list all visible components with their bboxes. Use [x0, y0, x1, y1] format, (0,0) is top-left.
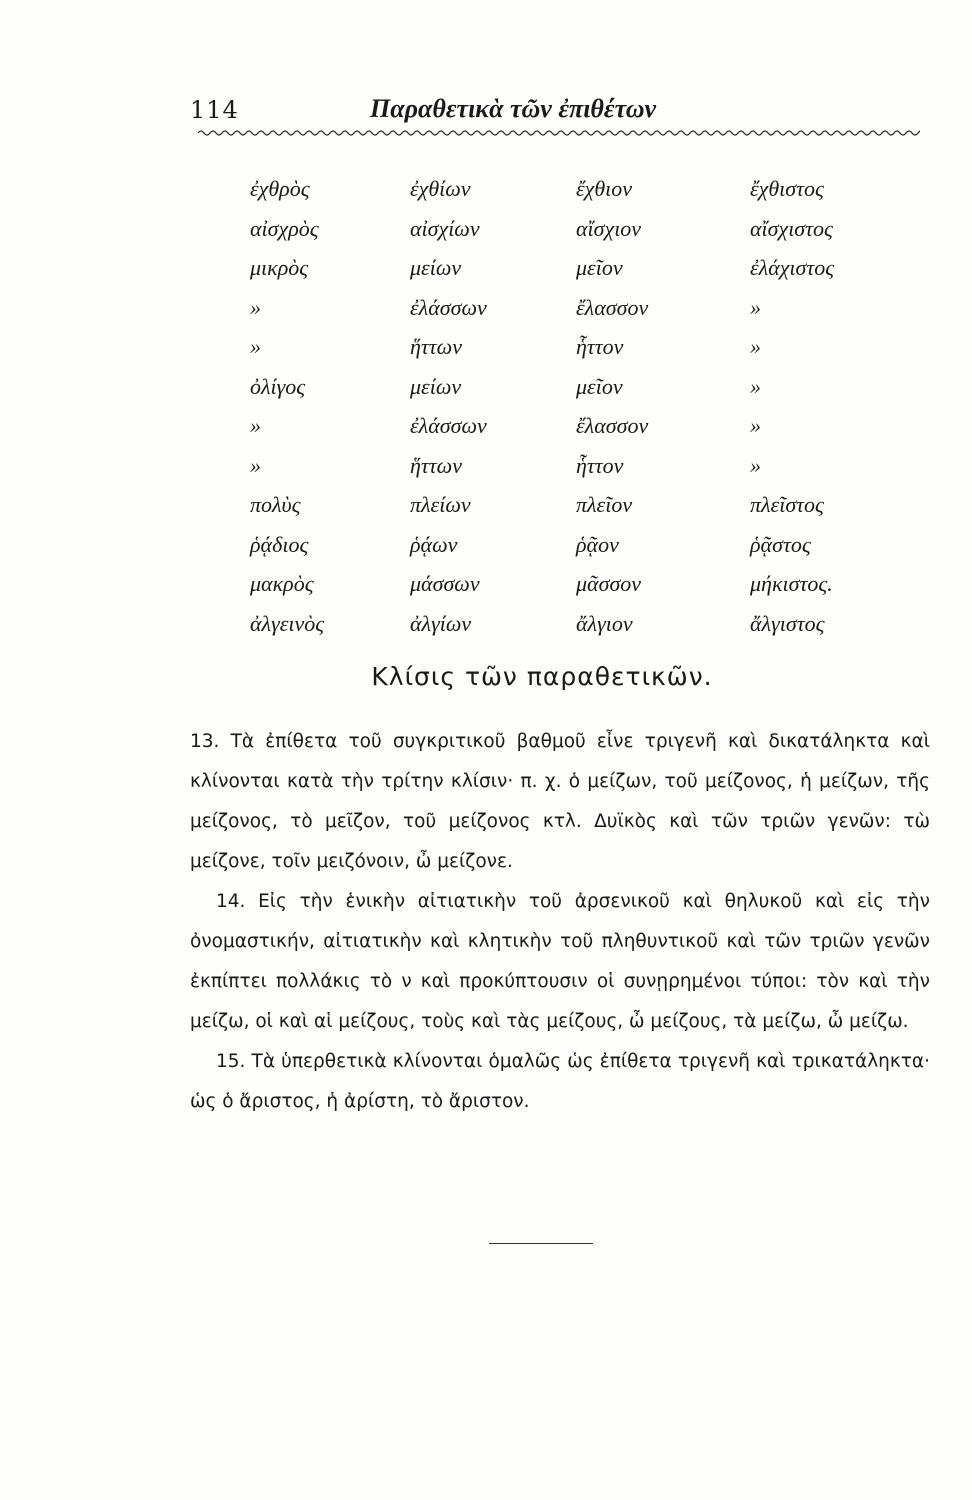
cell-comparative-masc: πλείων — [410, 492, 471, 517]
cell-comparative-neut: ἔλασσον — [576, 413, 649, 438]
cell-positive: μακρὸς — [250, 571, 314, 596]
cell-comparative-neut: ἔλασσον — [576, 294, 649, 320]
cell-superlative: ῥᾷστος — [750, 531, 811, 557]
cell-comparative-neut: πλεῖον — [576, 492, 633, 517]
cell-comparative-masc: ῥᾴων — [410, 531, 458, 557]
cell-comparative-neut: μεῖον — [576, 373, 623, 399]
cell-comparative-masc: μείων — [410, 255, 462, 280]
table-row — [250, 532, 910, 572]
table-row — [250, 453, 910, 493]
table-row — [250, 611, 910, 651]
cell-comparative-masc: ἥττων — [410, 452, 462, 478]
table-row — [250, 334, 910, 374]
table-row — [250, 413, 910, 453]
wavy-rule-divider — [198, 126, 920, 140]
cell-comparative-masc: ἐλάσσων — [410, 294, 487, 320]
cell-superlative: μήκιστος. — [750, 571, 833, 596]
cell-comparative-masc: ἐχθίων — [410, 176, 471, 201]
cell-positive: πολὺς — [250, 492, 301, 517]
cell-positive: ῥᾴδιος — [250, 531, 309, 557]
cell-comparative-masc: ἥττων — [410, 334, 462, 359]
comparison-forms-table — [250, 176, 910, 650]
section-heading: Κλίσις τῶν παραθετικῶν. — [371, 662, 713, 691]
cell-superlative: » — [750, 294, 761, 320]
cell-positive: ὀλίγος — [250, 373, 306, 399]
cell-positive: » — [250, 334, 261, 359]
cell-positive: » — [250, 413, 261, 438]
table-row — [250, 176, 910, 216]
cell-superlative: » — [750, 413, 761, 438]
cell-comparative-neut: ἧττον — [576, 334, 624, 359]
cell-comparative-neut: μᾶσσον — [576, 571, 642, 596]
paragraph-13: 13. Τὰ ἐπίθετα τοῦ συγκριτικοῦ βαθμοῦ εἶνε τριγενῆ καὶ δικατάληκτα καὶ κλίνονται κατὰ τὴν τρίτην κλίσιν· π. χ. ὁ μείζων, τοῦ μείζονος, ἡ μείζων, τῆς μείζονος, τὸ μεῖζον, τοῦ μείζονος κτλ. Δυϊκὸς καὶ τῶν τριῶν γενῶν: τὼ μείζονε, τοῖν μειζόνοιν, ὦ μείζονε. — [190, 731, 930, 872]
body-text — [190, 722, 930, 1122]
table-row — [250, 216, 910, 256]
cell-comparative-masc: μείων — [410, 373, 462, 399]
cell-comparative-masc: ἀλγίων — [410, 610, 472, 636]
cell-positive: αἰσχρὸς — [250, 215, 319, 241]
running-title: Παραθετικὰ τῶν ἐπιθέτων — [370, 94, 657, 123]
cell-comparative-masc: ἐλάσσων — [410, 413, 487, 438]
page-number: 114 — [190, 96, 239, 124]
cell-comparative-neut: ῥᾷον — [576, 531, 619, 557]
cell-positive: μικρὸς — [250, 255, 309, 280]
cell-superlative: αἴσχιστος — [750, 215, 833, 241]
cell-positive: ἀλγεινὸς — [250, 610, 325, 636]
paragraph-15: 15. Τὰ ὑπερθετικὰ κλίνονται ὁμαλῶς ὡς ἐπίθετα τριγενῆ καὶ τρικατάληκτα· ὡς ὁ ἄριστος, ἡ ἀρίστη, τὸ ἄριστον. — [190, 1051, 930, 1112]
cell-comparative-neut: αἴσχιον — [576, 215, 642, 241]
table-row — [250, 295, 910, 335]
table-row — [250, 255, 910, 295]
table-row — [250, 492, 910, 532]
cell-comparative-neut: ἔχθιον — [576, 176, 633, 201]
cell-superlative: ἄλγιστος — [750, 610, 825, 636]
cell-comparative-masc: μάσσων — [410, 571, 480, 596]
end-rule-divider — [489, 1243, 593, 1244]
cell-comparative-neut: ἄλγιον — [576, 610, 633, 636]
cell-superlative: » — [750, 452, 761, 478]
cell-superlative: » — [750, 334, 761, 359]
cell-comparative-neut: μεῖον — [576, 255, 623, 280]
paragraph-14: 14. Εἰς τὴν ἑνικὴν αἰτιατικὴν τοῦ ἀρσενικοῦ καὶ θηλυκοῦ καὶ εἰς τὴν ὀνομαστικήν, αἰτιατικὴν καὶ κλητικὴν τοῦ πληθυντικοῦ καὶ τῶν τριῶν γενῶν ἐκπίπτει πολλάκις τὸ ν καὶ προκύπτουσιν οἱ συνῃρημένοι τύποι: τὸν καὶ τὴν μείζω, οἱ καὶ αἱ μείζους, τοὺς καὶ τὰς μείζους, ὦ μείζους, τὰ μείζω, ὦ μείζω. — [190, 891, 930, 1032]
table-row — [250, 571, 910, 611]
cell-superlative: ἐλάχιστος — [750, 255, 835, 280]
cell-superlative: ἔχθιστος — [750, 176, 824, 201]
cell-positive: ἐχθρὸς — [250, 176, 310, 201]
cell-comparative-neut: ἧττον — [576, 452, 624, 478]
cell-superlative: » — [750, 373, 761, 399]
cell-superlative: πλεῖστος — [750, 492, 824, 517]
table-row — [250, 374, 910, 414]
cell-positive: » — [250, 294, 261, 320]
cell-comparative-masc: αἰσχίων — [410, 215, 480, 241]
cell-positive: » — [250, 452, 261, 478]
